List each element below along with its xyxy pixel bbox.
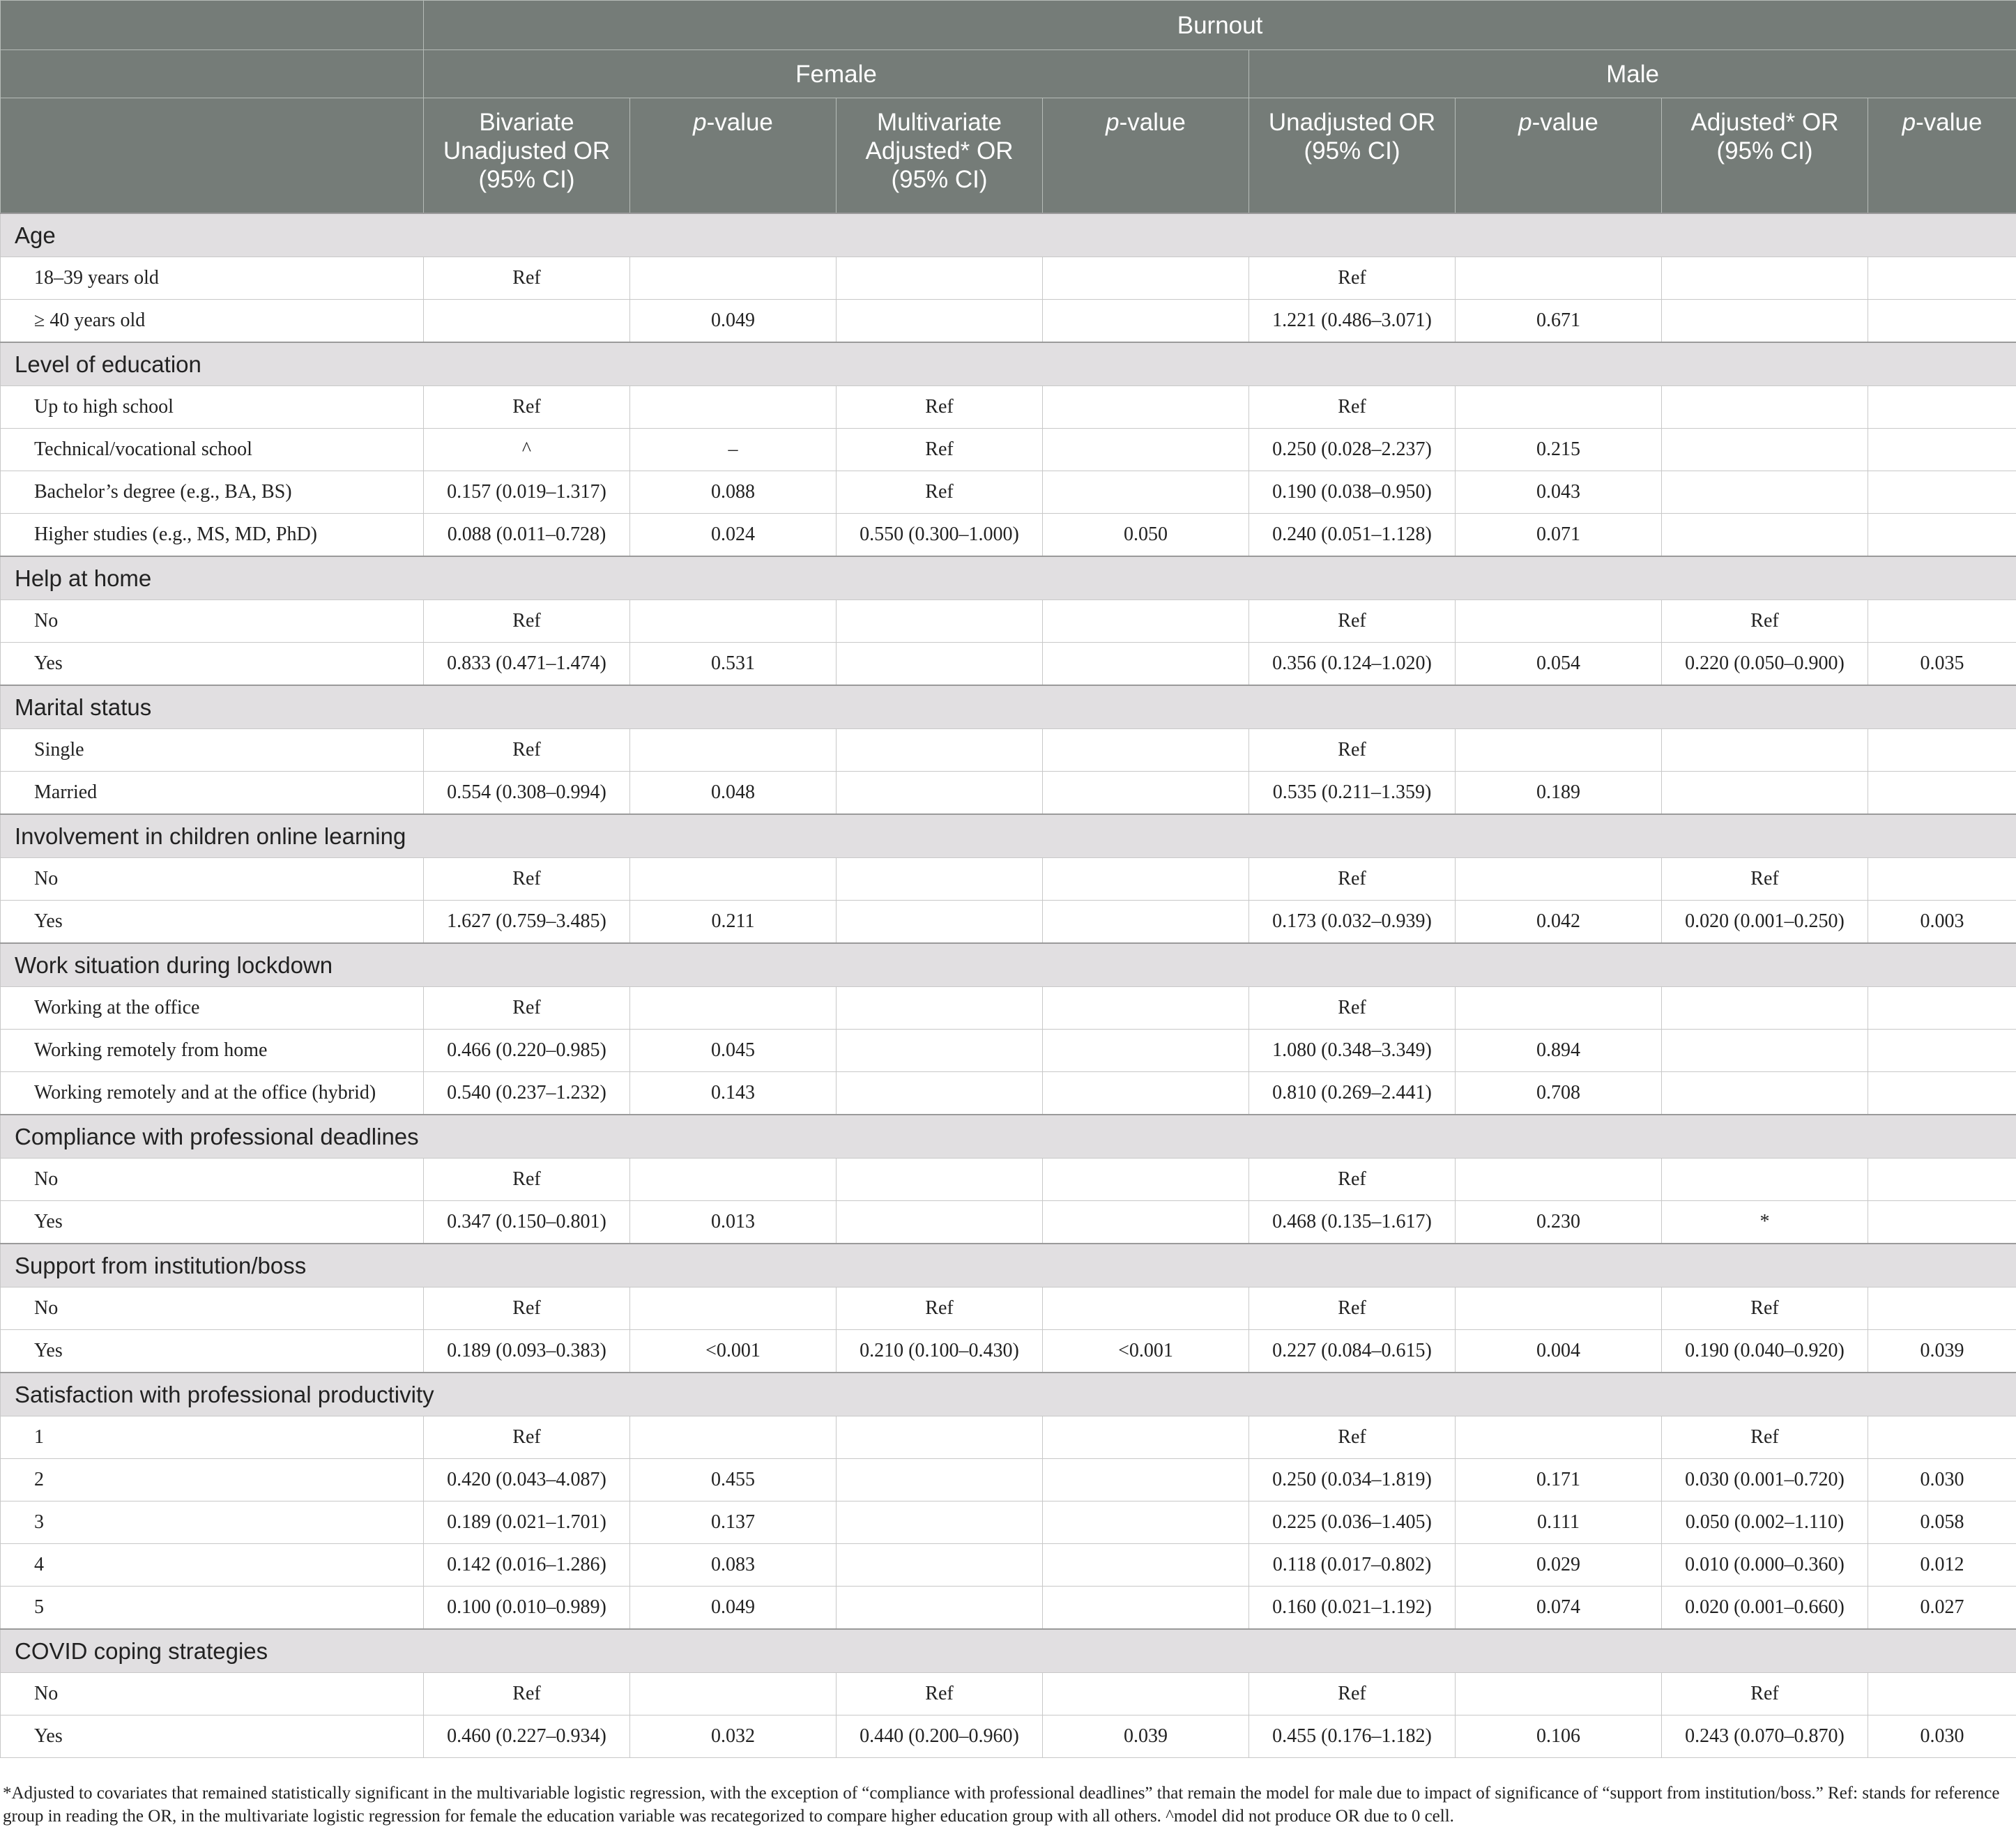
table-cell [1868,1030,2016,1072]
table-cell [1043,1072,1249,1115]
table-cell [837,1072,1043,1115]
table-cell [1456,1287,1662,1330]
table-cell: 0.100 (0.010–0.989) [424,1587,630,1630]
header-burnout: Burnout [424,1,2016,50]
table-cell: 0.810 (0.269–2.441) [1249,1072,1456,1115]
table-cell: 1.627 (0.759–3.485) [424,901,630,944]
table-cell: Ref [1249,257,1456,300]
table-cell [1662,1072,1868,1115]
category-label: Compliance with professional deadlines [1,1115,2016,1159]
table-row [1,772,2016,815]
table-cell: 0.189 (0.093–0.383) [424,1330,630,1373]
table-cell: Ref [837,386,1043,429]
table-cell: 0.088 (0.011–0.728) [424,514,630,557]
table-cell: Ref [424,1287,630,1330]
table-cell [837,1501,1043,1544]
table-cell: Ref [1662,858,1868,901]
table-cell [1868,514,2016,557]
row-label: No [1,1673,424,1715]
table-cell: 0.030 (0.001–0.720) [1662,1459,1868,1501]
table-cell [1868,600,2016,643]
table-cell [1043,858,1249,901]
column-header-8: p-value [1868,98,2016,214]
table-cell [1868,300,2016,343]
table-cell: 0.455 [630,1459,837,1501]
row-label: Up to high school [1,386,424,429]
row-label: Yes [1,1201,424,1244]
table-cell [1868,729,2016,772]
category-row [1,342,2016,386]
table-cell: 0.004 [1456,1330,1662,1373]
table-cell: 0.240 (0.051–1.128) [1249,514,1456,557]
table-row [1,987,2016,1030]
table-row [1,1201,2016,1244]
table-cell: 0.024 [630,514,837,557]
table-cell: 0.227 (0.084–0.615) [1249,1330,1456,1373]
table-cell: Ref [424,729,630,772]
table-cell: Ref [1249,1159,1456,1201]
row-label: Yes [1,1330,424,1373]
table-cell [1868,257,2016,300]
table-cell: Ref [424,1159,630,1201]
table-cell: Ref [1249,1673,1456,1715]
table-cell: 0.106 [1456,1715,1662,1758]
table-cell: 0.032 [630,1715,837,1758]
column-header-7: Adjusted* OR (95% CI) [1662,98,1868,214]
table-cell: Ref [1249,1416,1456,1459]
table-cell [1043,300,1249,343]
table-cell: 0.356 (0.124–1.020) [1249,643,1456,686]
table-cell: Ref [1249,386,1456,429]
table-row [1,1330,2016,1373]
table-row [1,429,2016,471]
table-cell: – [630,429,837,471]
table-cell: 0.466 (0.220–0.985) [424,1030,630,1072]
table-cell [1662,729,1868,772]
table-cell: 1.221 (0.486–3.071) [1249,300,1456,343]
table-cell: 0.455 (0.176–1.182) [1249,1715,1456,1758]
table-row [1,1459,2016,1501]
table-cell: 0.048 [630,772,837,815]
table-cell: Ref [1249,987,1456,1030]
table-cell [1868,1072,2016,1115]
table-cell: 0.420 (0.043–4.087) [424,1459,630,1501]
table-cell: Ref [837,1287,1043,1330]
table-cell: 0.173 (0.032–0.939) [1249,901,1456,944]
table-row [1,300,2016,343]
column-header-0 [1,98,424,214]
table-cell [1868,1287,2016,1330]
table-row [1,1587,2016,1630]
table-cell: 0.039 [1043,1715,1249,1758]
table-cell: 0.050 [1043,514,1249,557]
table-cell [1043,1030,1249,1072]
table-cell: 0.029 [1456,1544,1662,1587]
table-cell [1043,1159,1249,1201]
table-cell [630,1287,837,1330]
table-cell: <0.001 [1043,1330,1249,1373]
table-cell: 0.030 [1868,1715,2016,1758]
table-cell [837,1159,1043,1201]
table-cell: Ref [1662,600,1868,643]
table-cell: <0.001 [630,1330,837,1373]
table-row [1,643,2016,686]
table-cell [1456,257,1662,300]
table-cell [1043,1501,1249,1544]
table-cell [1662,300,1868,343]
table-cell [1868,1201,2016,1244]
table-cell: 0.189 [1456,772,1662,815]
table-cell [424,300,630,343]
table-cell [1662,471,1868,514]
table-cell: 0.137 [630,1501,837,1544]
table-cell [1043,1459,1249,1501]
table-cell: Ref [837,429,1043,471]
column-header-1: Bivariate Unadjusted OR (95% CI) [424,98,630,214]
category-row [1,213,2016,257]
table-cell [1456,858,1662,901]
table-cell [1043,1416,1249,1459]
table-cell: 0.049 [630,1587,837,1630]
table-cell: Ref [1249,729,1456,772]
table-cell: Ref [837,1673,1043,1715]
table-cell [1456,600,1662,643]
table-cell: 0.035 [1868,643,2016,686]
table-row [1,1501,2016,1544]
category-label: Work situation during lockdown [1,943,2016,987]
row-label: Working remotely from home [1,1030,424,1072]
row-label: 1 [1,1416,424,1459]
table-cell: ^ [424,429,630,471]
table-cell: 0.083 [630,1544,837,1587]
table-cell [1043,1587,1249,1630]
category-row [1,1629,2016,1673]
table-row [1,1416,2016,1459]
column-header-4: p-value [1043,98,1249,214]
table-cell [837,1201,1043,1244]
table-header [1,1,2016,214]
table-cell: 0.243 (0.070–0.870) [1662,1715,1868,1758]
table-cell: 0.003 [1868,901,2016,944]
table-cell [1868,1416,2016,1459]
table-cell: 0.039 [1868,1330,2016,1373]
table-cell: 0.225 (0.036–1.405) [1249,1501,1456,1544]
table-cell [837,257,1043,300]
column-header-row [1,98,2016,214]
table-cell: Ref [837,471,1043,514]
row-label: No [1,1287,424,1330]
table-row [1,1072,2016,1115]
table-body [1,213,2016,1758]
table-cell: * [1662,1201,1868,1244]
table-cell: 0.189 (0.021–1.701) [424,1501,630,1544]
header-male: Male [1249,50,2016,98]
row-label: Bachelor’s degree (e.g., BA, BS) [1,471,424,514]
row-label: Married [1,772,424,815]
table-cell: 0.708 [1456,1072,1662,1115]
table-cell [1456,729,1662,772]
table-cell [630,1673,837,1715]
table-cell [1043,1287,1249,1330]
table-cell: 0.111 [1456,1501,1662,1544]
row-label: Single [1,729,424,772]
table-cell: Ref [1249,1287,1456,1330]
table-cell: Ref [424,858,630,901]
table-cell: 0.468 (0.135–1.617) [1249,1201,1456,1244]
table-cell: 0.550 (0.300–1.000) [837,514,1043,557]
table-row [1,901,2016,944]
table-cell: 0.074 [1456,1587,1662,1630]
table-cell: Ref [1249,858,1456,901]
row-label: No [1,858,424,901]
table-row [1,514,2016,557]
row-label: Yes [1,643,424,686]
table-cell [837,901,1043,944]
table-cell [1043,600,1249,643]
table-cell [837,1544,1043,1587]
table-cell [1043,643,1249,686]
table-cell [1043,1673,1249,1715]
table-cell: 0.027 [1868,1587,2016,1630]
table-cell: 0.220 (0.050–0.900) [1662,643,1868,686]
table-cell: 0.347 (0.150–0.801) [424,1201,630,1244]
row-label: Working at the office [1,987,424,1030]
row-label: Yes [1,901,424,944]
table-cell: 0.088 [630,471,837,514]
row-label: 5 [1,1587,424,1630]
table-cell: 0.554 (0.308–0.994) [424,772,630,815]
table-cell: 0.071 [1456,514,1662,557]
table-cell: 0.043 [1456,471,1662,514]
row-label: 3 [1,1501,424,1544]
table-cell [1868,386,2016,429]
table-cell [1868,987,2016,1030]
table-cell: 0.030 [1868,1459,2016,1501]
table-cell [1662,1159,1868,1201]
table-row [1,1673,2016,1715]
table-cell [837,987,1043,1030]
table-cell: 1.080 (0.348–3.349) [1249,1030,1456,1072]
table-cell [1456,1416,1662,1459]
table-cell: Ref [1662,1287,1868,1330]
table-row [1,471,2016,514]
table-cell [1456,1159,1662,1201]
category-row [1,1373,2016,1416]
table-cell: Ref [424,1416,630,1459]
table-cell [630,1416,837,1459]
table-cell: Ref [424,600,630,643]
table-row [1,386,2016,429]
category-label: Involvement in children online learning [1,814,2016,858]
table-cell: 0.190 (0.038–0.950) [1249,471,1456,514]
table-cell: Ref [424,1673,630,1715]
table-cell [1868,772,2016,815]
category-label: Satisfaction with professional productivity [1,1373,2016,1416]
category-row [1,943,2016,987]
table-cell [1662,257,1868,300]
table-row [1,257,2016,300]
table-cell: 0.118 (0.017–0.802) [1249,1544,1456,1587]
table-cell: Ref [1249,600,1456,643]
table-cell: Ref [1662,1673,1868,1715]
table-cell [1662,514,1868,557]
table-cell [1043,901,1249,944]
category-row [1,814,2016,858]
table-cell: 0.054 [1456,643,1662,686]
table-cell: 0.531 [630,643,837,686]
table-cell: 0.190 (0.040–0.920) [1662,1330,1868,1373]
table-cell [837,300,1043,343]
table-cell: 0.012 [1868,1544,2016,1587]
category-row [1,1115,2016,1159]
table-cell [837,729,1043,772]
column-header-3: Multivariate Adjusted* OR (95% CI) [837,98,1043,214]
table-cell: 0.049 [630,300,837,343]
table-row [1,1715,2016,1758]
table-cell: 0.460 (0.227–0.934) [424,1715,630,1758]
table-cell: 0.042 [1456,901,1662,944]
table-cell [630,600,837,643]
table-cell [1043,772,1249,815]
table-cell: Ref [424,257,630,300]
table-cell: 0.160 (0.021–1.192) [1249,1587,1456,1630]
table-row [1,1544,2016,1587]
category-label: COVID coping strategies [1,1629,2016,1673]
table-cell [630,1159,837,1201]
row-label: 2 [1,1459,424,1501]
table-cell [1662,987,1868,1030]
header-blank-top [1,1,424,50]
category-label: Support from institution/boss [1,1244,2016,1287]
table-cell: 0.540 (0.237–1.232) [424,1072,630,1115]
table-cell: 0.045 [630,1030,837,1072]
column-header-5: Unadjusted OR (95% CI) [1249,98,1456,214]
table-cell [1662,386,1868,429]
row-label: Working remotely and at the office (hybrid) [1,1072,424,1115]
table-cell: 0.058 [1868,1501,2016,1544]
table-cell [837,1030,1043,1072]
table-cell: 0.833 (0.471–1.474) [424,643,630,686]
table-cell: 0.020 (0.001–0.250) [1662,901,1868,944]
table-cell [837,1459,1043,1501]
column-header-2: p-value [630,98,837,214]
row-label: Technical/vocational school [1,429,424,471]
header-female: Female [424,50,1249,98]
row-label: No [1,1159,424,1201]
row-label: No [1,600,424,643]
category-row [1,1244,2016,1287]
table-cell: 0.250 (0.028–2.237) [1249,429,1456,471]
table-cell [837,1587,1043,1630]
category-label: Help at home [1,556,2016,600]
table-cell [1043,471,1249,514]
table-cell [1456,987,1662,1030]
table-cell: 0.211 [630,901,837,944]
table-cell [630,386,837,429]
table-cell: 0.250 (0.034–1.819) [1249,1459,1456,1501]
table-cell: 0.535 (0.211–1.359) [1249,772,1456,815]
table-cell [1456,386,1662,429]
table-cell [1043,729,1249,772]
table-cell [1662,772,1868,815]
table-row [1,858,2016,901]
table-row [1,1159,2016,1201]
table-cell [1868,471,2016,514]
table-cell: Ref [1662,1416,1868,1459]
table-cell: 0.050 (0.002–1.110) [1662,1501,1868,1544]
table-cell [1043,987,1249,1030]
table-row [1,1030,2016,1072]
table-cell [837,1416,1043,1459]
table-cell [1868,1673,2016,1715]
table-cell [1868,858,2016,901]
row-label: 4 [1,1544,424,1587]
table-cell: 0.171 [1456,1459,1662,1501]
table-cell [1043,1201,1249,1244]
table-cell: 0.157 (0.019–1.317) [424,471,630,514]
category-row [1,685,2016,729]
table-cell: 0.230 [1456,1201,1662,1244]
table-cell [837,600,1043,643]
table-cell [630,729,837,772]
table-row [1,1287,2016,1330]
table-cell: 0.215 [1456,429,1662,471]
row-label: Yes [1,1715,424,1758]
table-row [1,729,2016,772]
table-cell [1043,429,1249,471]
table-cell [1043,257,1249,300]
table-cell [837,643,1043,686]
category-label: Level of education [1,342,2016,386]
table-cell: 0.440 (0.200–0.960) [837,1715,1043,1758]
table-cell [1868,429,2016,471]
row-label: 18–39 years old [1,257,424,300]
table-cell [630,858,837,901]
table-cell [1662,1030,1868,1072]
table-cell: 0.010 (0.000–0.360) [1662,1544,1868,1587]
table-cell [630,987,837,1030]
table-cell: 0.142 (0.016–1.286) [424,1544,630,1587]
row-label: Higher studies (e.g., MS, MD, PhD) [1,514,424,557]
category-row [1,556,2016,600]
table-cell [1043,1544,1249,1587]
table-cell: Ref [424,987,630,1030]
table-cell [837,858,1043,901]
table-row [1,600,2016,643]
table-cell: 0.020 (0.001–0.660) [1662,1587,1868,1630]
table-cell [1662,429,1868,471]
header-blank-mid [1,50,424,98]
table-cell [1868,1159,2016,1201]
table-cell [630,257,837,300]
column-header-6: p-value [1456,98,1662,214]
table-cell: 0.894 [1456,1030,1662,1072]
row-label: ≥ 40 years old [1,300,424,343]
table-cell: 0.671 [1456,300,1662,343]
table-footnote: *Adjusted to covariates that remained statistically significant in the multivariable logistic regression, with the exception of “compliance with professional deadlines” that remain the model for male due to impact of significance of “support from institution/boss.” Ref: stands for reference group in reading the OR, in the multivariate logistic regression for female the education variable was recategorized to compare higher education group with all others. ^model did not produce OR due to 0 cell. [3,1784,2000,1826]
table-cell: Ref [424,386,630,429]
table-cell: 0.210 (0.100–0.430) [837,1330,1043,1373]
table-cell [1456,1673,1662,1715]
category-label: Marital status [1,685,2016,729]
table-cell [837,772,1043,815]
table-cell: 0.143 [630,1072,837,1115]
table-cell [1043,386,1249,429]
category-label: Age [1,213,2016,257]
table-cell: 0.013 [630,1201,837,1244]
